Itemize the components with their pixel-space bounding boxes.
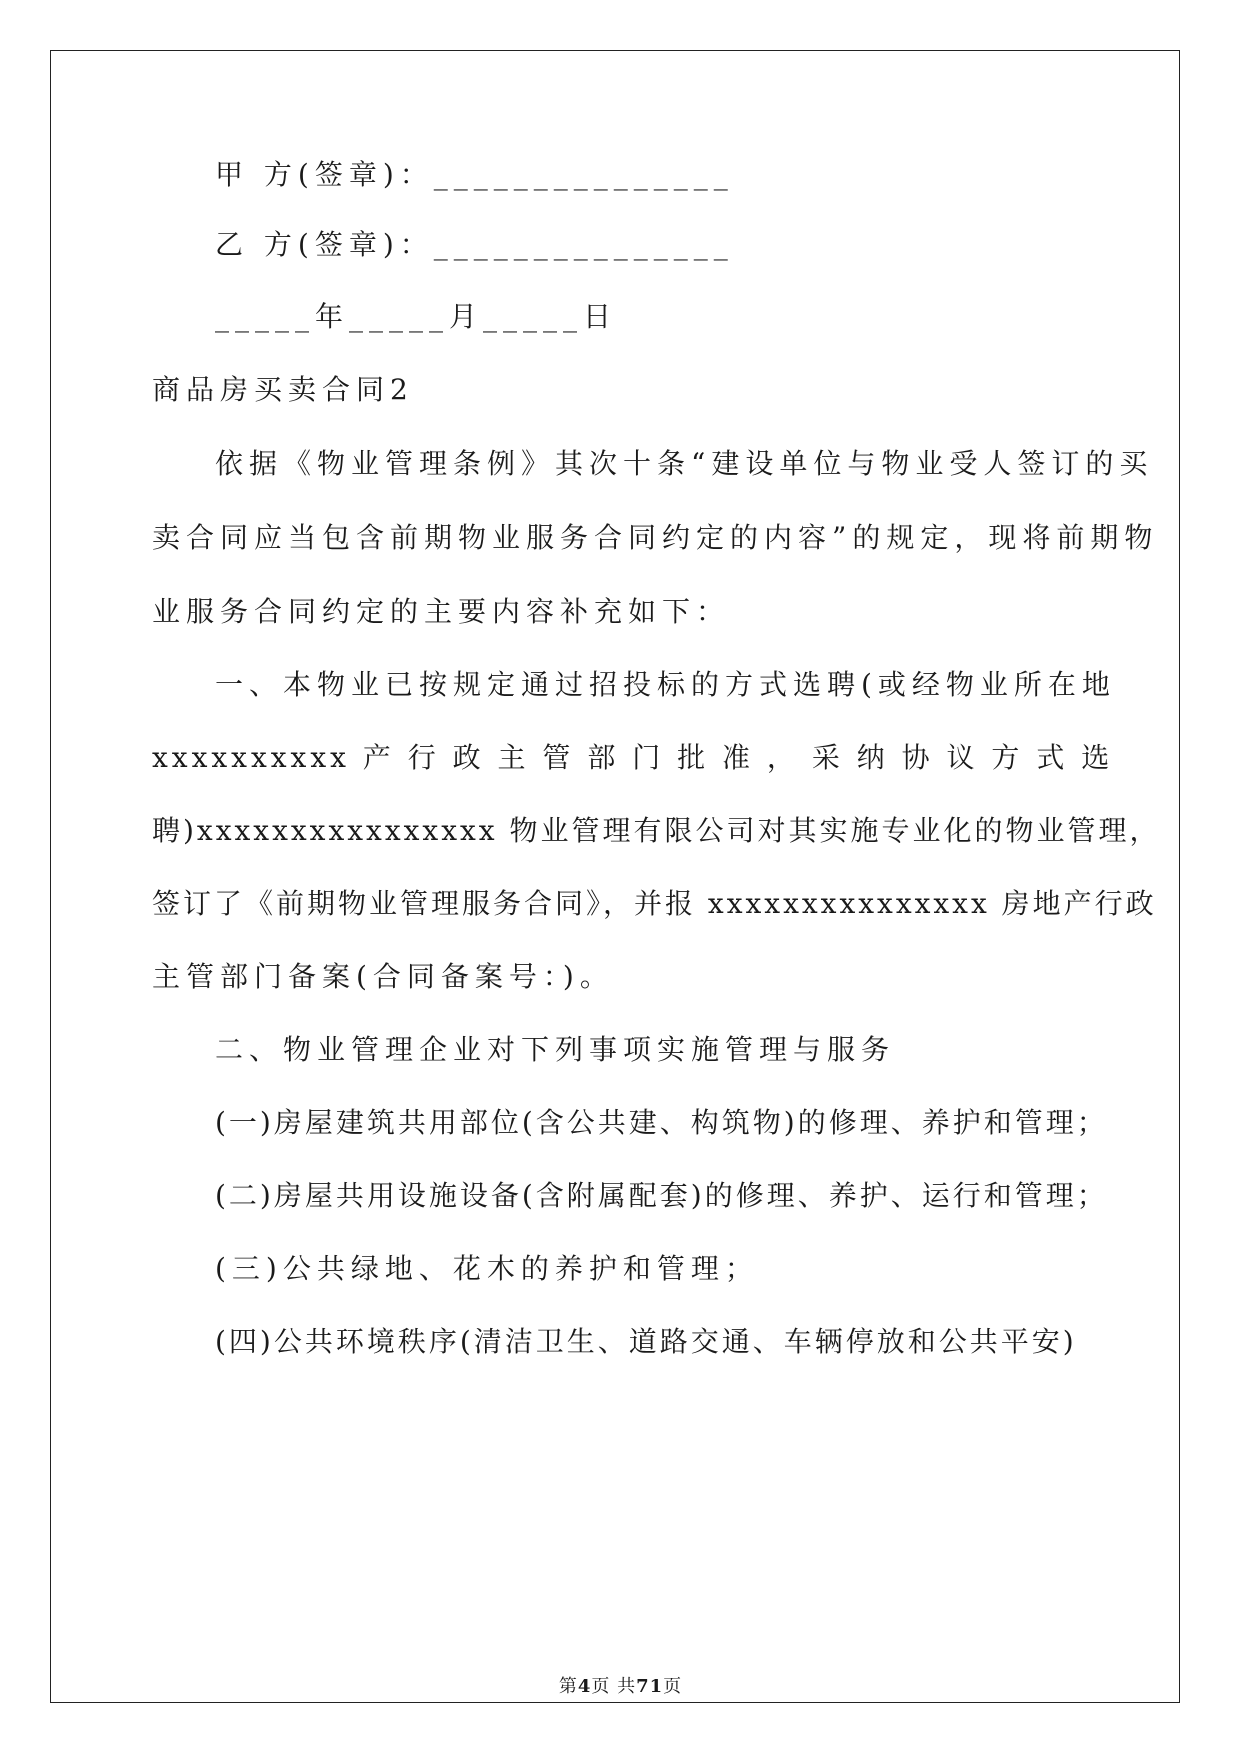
party-b-signature: 乙 方(签章)：_______________ [215, 228, 734, 261]
footer-mid: 页 共 [591, 1676, 637, 1697]
paragraph-line: 聘)xxxxxxxxxxxxxxxx 物业管理有限公司对其实施专业化的物业管理， [152, 814, 1161, 847]
list-item: (三)公共绿地、花木的养护和管理； [215, 1252, 759, 1285]
paragraph-line: 卖合同应当包含前期物业服务合同约定的内容”的规定，现将前期物 [152, 521, 1159, 554]
paragraph-line: 签订了《前期物业管理服务合同》，并报 xxxxxxxxxxxxxxx 房地产行政 [152, 887, 1157, 920]
footer-page-number: 4 [577, 1676, 592, 1697]
paragraph-line: 依据《物业管理条例》其次十条“建设单位与物业受人签订的买 [215, 447, 1154, 480]
party-a-signature: 甲 方(签章)：_______________ [215, 158, 734, 191]
list-item: (一)房屋建筑共用部位(含公共建、构筑物)的修理、养护和管理； [215, 1106, 1108, 1139]
paragraph-line: 二、物业管理企业对下列事项实施管理与服务 [215, 1033, 896, 1066]
footer-total-pages: 71 [636, 1676, 664, 1697]
paragraph-line: 业服务合同约定的主要内容补充如下： [152, 595, 731, 628]
footer-suffix: 页 [663, 1676, 683, 1697]
footer-prefix: 第 [558, 1676, 578, 1697]
paragraph-line: 主管部门备案(合同备案号：)。 [152, 960, 614, 993]
list-item: (二)房屋共用设施设备(含附属配套)的修理、养护、运行和管理； [215, 1179, 1108, 1212]
paragraph-line: 一、本物业已按规定通过招投标的方式选聘(或经物业所在地 [215, 668, 1116, 701]
section-title: 商品房买卖合同2 [152, 373, 414, 406]
page-footer [0, 1675, 1241, 1699]
signature-date: _____年_____月_____日 [215, 300, 618, 333]
paragraph-line: xxxxxxxxxx 产 行 政 主 管 部 门 批 准 ， 采 纳 协 议 方 式 选 [152, 741, 1114, 774]
list-item: (四)公共环境秩序(清洁卫生、道路交通、车辆停放和公共平安) [215, 1325, 1077, 1358]
